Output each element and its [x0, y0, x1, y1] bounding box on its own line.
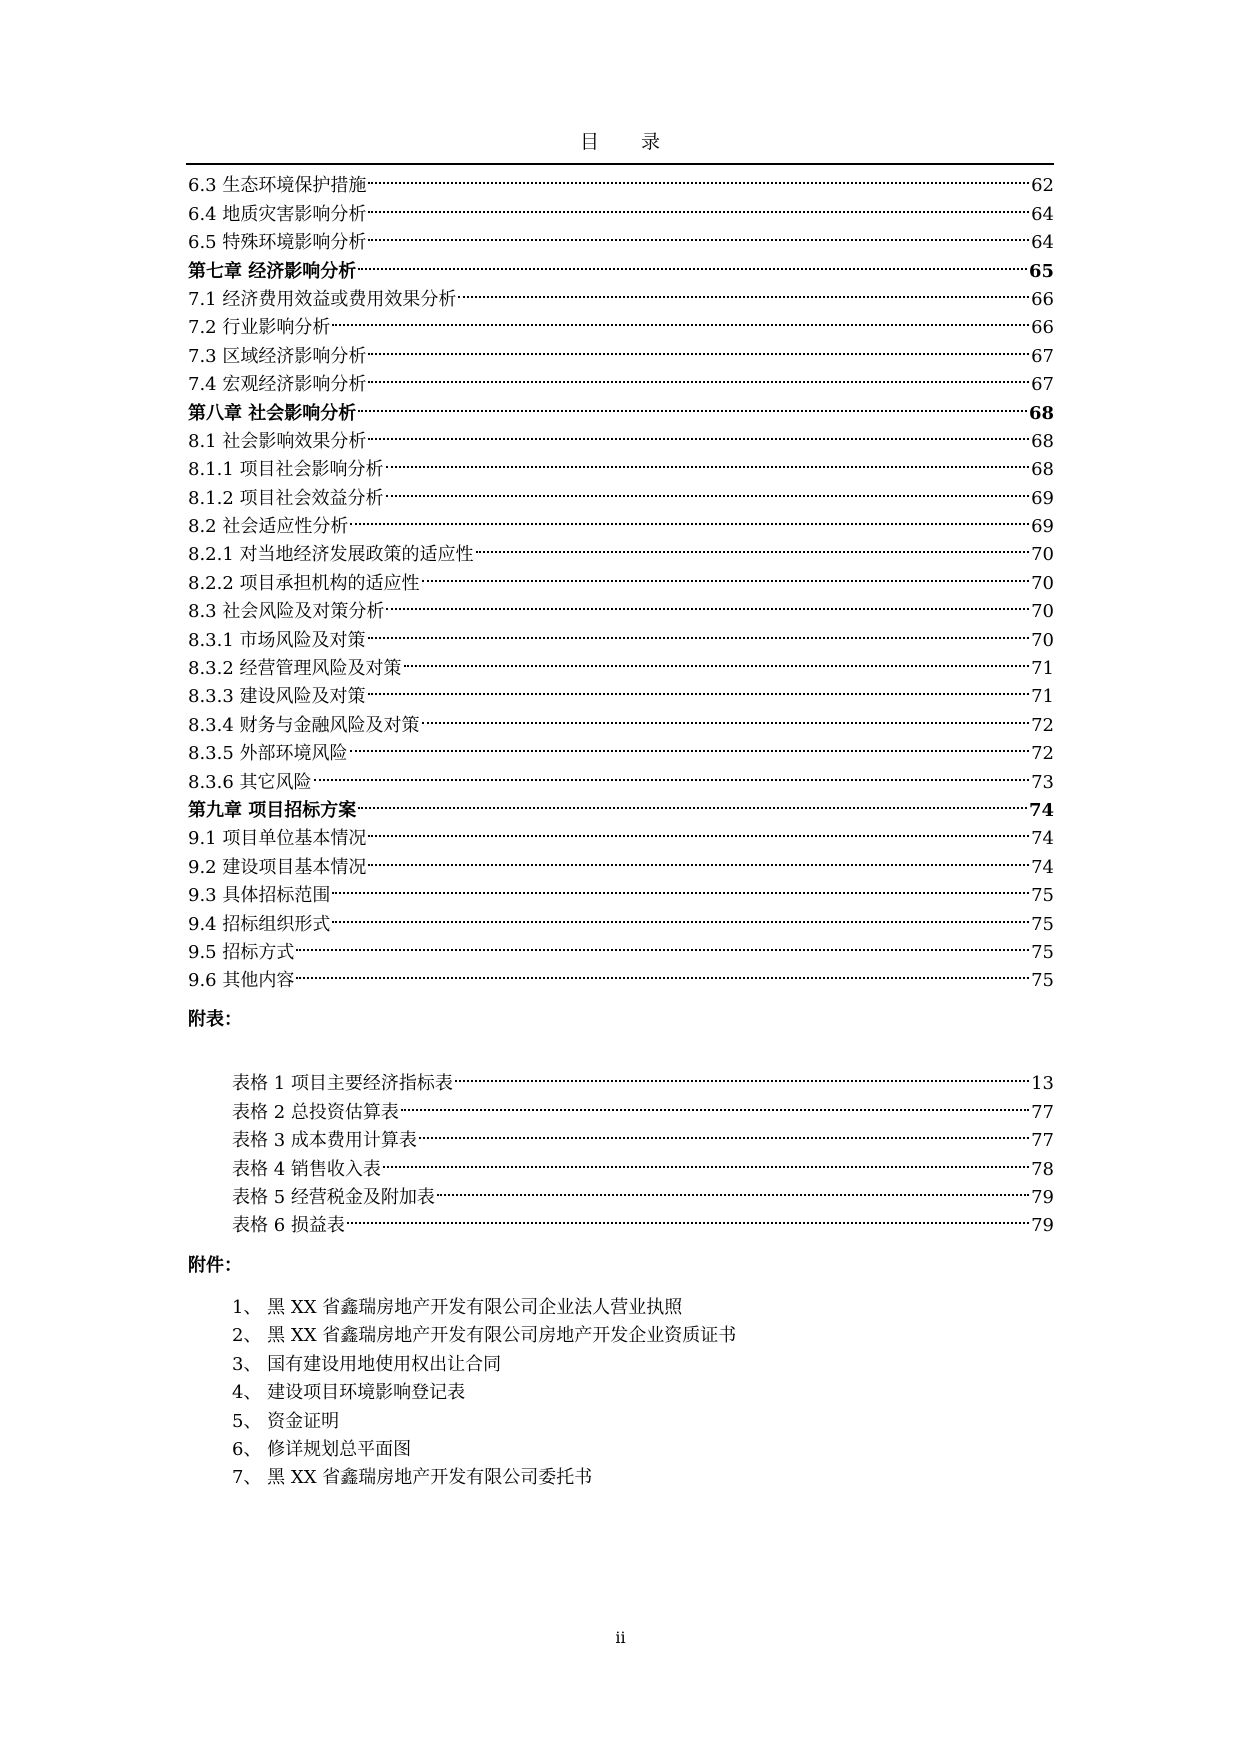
dot-leader: [368, 419, 1029, 447]
attachment-item: 3、 国有建设用地使用权出让合同: [232, 1353, 502, 1375]
toc-entry-label: 8.3.2 经营管理风险及对策: [188, 658, 402, 680]
toc-entry-label: 8.3.6 其它风险: [188, 771, 312, 793]
toc-header: [186, 130, 1054, 165]
toc-entry-label: 第八章 社会影响分析: [188, 402, 357, 424]
toc-entry-page-number: 64: [1031, 203, 1054, 225]
toc-entry-label: 表格 3 成本费用计算表: [232, 1130, 417, 1152]
toc-entry-page-number: 67: [1031, 345, 1054, 367]
dot-leader: [419, 1118, 1029, 1146]
dot-leader: [458, 277, 1029, 305]
toc-entry-label: 第七章 经济影响分析: [188, 260, 357, 282]
toc-entry-label: 8.2.1 对当地经济发展政策的适应性: [188, 544, 474, 566]
toc-entry-label: 7.4 宏观经济影响分析: [188, 374, 367, 396]
dot-leader: [350, 731, 1030, 759]
table-list-entry[interactable]: [232, 1203, 1054, 1237]
dot-leader: [368, 844, 1029, 872]
toc-entry-label: 表格 5 经营税金及附加表: [232, 1186, 435, 1208]
toc-entry-page-number: 68: [1031, 430, 1054, 452]
toc-entry-page-number: 70: [1031, 572, 1054, 594]
toc-entry[interactable]: [188, 958, 1054, 992]
toc-entry[interactable]: [188, 930, 1054, 963]
tables-section-heading: 附表：: [188, 1009, 242, 1030]
toc-entry-label: 表格 1 项目主要经济指标表: [232, 1073, 453, 1095]
toc-entry-label: 9.4 招标组织形式: [188, 913, 331, 935]
toc-entry-page-number: 67: [1031, 374, 1054, 396]
toc-entry-page-number: 69: [1031, 516, 1054, 538]
attachment-item: 1、 黑 XX 省鑫瑞房地产开发有限公司企业法人营业执照: [232, 1297, 683, 1318]
attachment-item: 5、 资金证明: [232, 1410, 340, 1432]
attachments-list: [232, 1294, 736, 1493]
toc-entry-page-number: 74: [1031, 856, 1054, 878]
dot-leader: [350, 504, 1029, 532]
toc-entry-page-number: 75: [1031, 885, 1054, 907]
toc-entry-page-number: 68: [1031, 459, 1054, 481]
attachment-item: 7、 黑 XX 省鑫瑞房地产开发有限公司委托书: [232, 1467, 593, 1489]
toc-entry-page-number: 73: [1031, 771, 1054, 793]
toc-entry-label: 9.3 具体招标范围: [188, 885, 331, 907]
toc-entry-page-number: 75: [1031, 913, 1054, 935]
toc-entry-page-number: 78: [1031, 1158, 1054, 1180]
toc-entry-label: 8.3.4 财务与金融风险及对策: [188, 714, 420, 736]
dot-leader: [358, 788, 1027, 816]
attachment-item: 2、 黑 XX 省鑫瑞房地产开发有限公司房地产开发企业资质证书: [232, 1325, 737, 1347]
page-title: 目 录: [579, 131, 679, 153]
toc-entry-label: 8.2.2 项目承担机构的适应性: [188, 572, 420, 594]
table-list-entry[interactable]: [232, 1061, 1054, 1095]
dot-leader: [347, 1203, 1029, 1231]
dot-leader: [386, 589, 1029, 617]
toc-entry-label: 8.2 社会适应性分析: [188, 516, 349, 538]
toc-entry-page-number: 13: [1031, 1073, 1054, 1095]
dot-leader: [332, 901, 1029, 929]
toc-entry-label: 7.1 经济费用效益或费用效果分析: [188, 288, 457, 310]
dot-leader: [314, 759, 1030, 787]
toc-entry-label: 9.5 招标方式: [188, 941, 295, 963]
toc-entry-page-number: 65: [1028, 260, 1054, 282]
toc-entry-label: 8.3 社会风险及对策分析: [188, 601, 385, 623]
toc-entry[interactable]: [188, 788, 1054, 821]
dot-leader: [368, 163, 1029, 191]
toc-entry-page-number: 79: [1031, 1215, 1054, 1237]
attachment-item: 4、 建设项目环境影响登记表: [232, 1382, 466, 1404]
toc-entry-page-number: 77: [1031, 1101, 1054, 1123]
dot-leader: [455, 1061, 1029, 1089]
toc-entry-label: 表格 2 总投资估算表: [232, 1101, 399, 1123]
page-number: ii: [615, 1628, 626, 1647]
dot-leader: [368, 220, 1029, 248]
dot-leader: [368, 816, 1029, 844]
toc-entry-page-number: 71: [1031, 686, 1054, 708]
dot-leader: [476, 532, 1030, 560]
toc-entry-label: 6.3 生态环境保护措施: [188, 175, 367, 197]
dot-leader: [386, 447, 1030, 475]
dot-leader: [422, 702, 1030, 730]
toc-entry-page-number: 75: [1031, 970, 1054, 992]
toc-entry-page-number: 70: [1031, 629, 1054, 651]
dot-leader: [368, 617, 1030, 645]
toc-entry-page-number: 74: [1031, 828, 1054, 850]
toc-entry-page-number: 77: [1031, 1130, 1054, 1152]
toc-entry-label: 7.3 区域经济影响分析: [188, 345, 367, 367]
toc-entry-label: 8.3.5 外部环境风险: [188, 743, 348, 765]
toc-entry-page-number: 64: [1031, 232, 1054, 254]
toc-entry-label: 第九章 项目招标方案: [188, 799, 357, 821]
toc-entry-label: 6.5 特殊环境影响分析: [188, 232, 367, 254]
dot-leader: [422, 560, 1030, 588]
dot-leader: [368, 333, 1029, 361]
toc-entry-label: 7.2 行业影响分析: [188, 317, 331, 339]
dot-leader: [368, 674, 1030, 702]
dot-leader: [358, 248, 1027, 276]
toc-entry-page-number: 70: [1031, 601, 1054, 623]
toc-entry-label: 表格 6 损益表: [232, 1215, 345, 1237]
dot-leader: [358, 390, 1027, 418]
toc-entry-page-number: 74: [1028, 799, 1054, 821]
toc-entry-label: 9.6 其他内容: [188, 970, 295, 992]
toc-entry-page-number: 72: [1031, 743, 1054, 765]
toc-entry-page-number: 75: [1031, 941, 1054, 963]
toc-entry-label: 8.1.2 项目社会效益分析: [188, 487, 384, 509]
toc-entry-page-number: 72: [1031, 714, 1054, 736]
dot-leader: [368, 191, 1029, 219]
toc-entry-label: 8.1 社会影响效果分析: [188, 430, 367, 452]
dot-leader: [383, 1146, 1029, 1174]
toc-entry-label: 9.1 项目单位基本情况: [188, 828, 367, 850]
dot-leader: [332, 305, 1029, 333]
toc-entry-page-number: 71: [1031, 658, 1054, 680]
toc-entry-label: 6.4 地质灾害影响分析: [188, 203, 367, 225]
dot-leader: [296, 958, 1029, 986]
toc-entry-page-number: 62: [1031, 175, 1054, 197]
toc-entry-label: 8.3.3 建设风险及对策: [188, 686, 366, 708]
dot-leader: [332, 873, 1029, 901]
toc-entry-page-number: 79: [1031, 1186, 1054, 1208]
dot-leader: [296, 930, 1029, 958]
dot-leader: [404, 646, 1030, 674]
toc-entry-label: 表格 4 销售收入表: [232, 1158, 381, 1180]
toc-entry-page-number: 70: [1031, 544, 1054, 566]
toc-entry-page-number: 66: [1031, 288, 1054, 310]
attachments-section-heading: 附件：: [188, 1255, 242, 1276]
dot-leader: [368, 362, 1029, 390]
toc-entry[interactable]: [188, 163, 1054, 197]
toc-entry-page-number: 66: [1031, 317, 1054, 339]
toc-entry-page-number: 68: [1028, 402, 1054, 424]
table-of-contents: [188, 163, 1054, 992]
dot-leader: [401, 1089, 1029, 1117]
toc-entry-page-number: 69: [1031, 487, 1054, 509]
dot-leader: [386, 475, 1030, 503]
toc-entry-label: 8.3.1 市场风险及对策: [188, 629, 366, 651]
toc-entry-label: 9.2 建设项目基本情况: [188, 856, 367, 878]
tables-list: [232, 1061, 1054, 1237]
toc-entry-label: 8.1.1 项目社会影响分析: [188, 459, 384, 481]
toc-entry[interactable]: [188, 759, 1054, 793]
dot-leader: [437, 1175, 1029, 1203]
attachment-item: 6、 修详规划总平面图: [232, 1438, 412, 1460]
